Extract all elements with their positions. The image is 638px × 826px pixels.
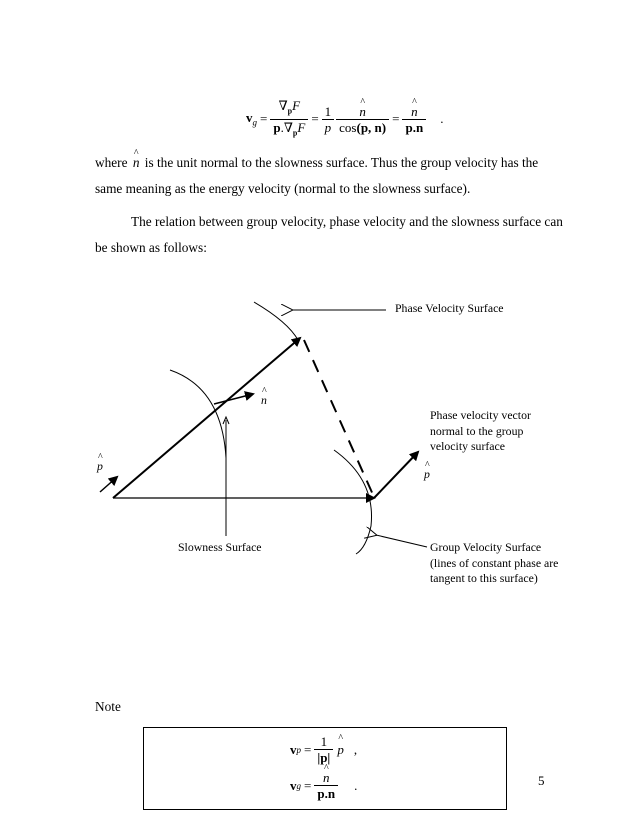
group-velocity-surface-curve: [334, 450, 372, 554]
label-phase-velocity-surface: Phase Velocity Surface: [395, 301, 504, 315]
label-phase-velocity-vector: Phase velocity vector normal to the group velocity surface: [430, 408, 531, 453]
eq-fraction-2: $\frac{1}{p}$: [322, 104, 335, 135]
phase-velocity-arrow: [113, 338, 300, 498]
label-group-velocity-surface: Group Velocity Surface (lines of constant phase are tangent to this surface): [430, 540, 559, 585]
note-eq-group-velocity: v g = ^ $\frac{n}{p.n}$ .: [290, 770, 357, 801]
note-eq2-fraction: ^ $\frac{n}{p.n}$: [314, 770, 338, 801]
label-slowness-surface: Slowness Surface: [178, 540, 262, 554]
group-velocity-equation: $v_g$ = $\frac{\nabla_pF}{p.\nabla_pF}$ = $\frac{1}{p}$ ^ $\frac{n}{\cos(p, n)}$ = ^ $\frac{n}{p.n}$ .: [246, 98, 443, 140]
eq-fraction-3: ^ $\frac{n}{\cos(p, n)}$: [336, 104, 389, 135]
eq-lhs: $v_g$: [246, 110, 257, 128]
phase-to-group-dashed-line: [304, 340, 374, 497]
eq-fraction-4: ^ $\frac{n}{p.n}$: [402, 104, 426, 135]
note-heading: Note: [95, 699, 121, 714]
note-eq-phase-velocity: v p = $\frac{1}{|p|}$ ^ p ,: [290, 734, 357, 765]
label-n-hat: ^ n: [261, 393, 267, 408]
label-p-hat-left: ^ p: [97, 459, 103, 474]
slowness-surface-curve: [170, 370, 226, 458]
note-eq1-fraction: $\frac{1}{|p|}$: [314, 734, 333, 765]
paragraph-where: where ^ n is the unit normal to the slowness surface. Thus the group velocity has the same meaning as the energy velocity (normal to the slowness surface).: [95, 150, 565, 202]
paragraph-relation: The relation between group velocity, phase velocity and the slowness surface can be shown as follows:: [95, 214, 563, 255]
eq-fraction-1: $\frac{\nabla_pF}{p.\nabla_pF}$: [270, 98, 308, 140]
note-box: [143, 727, 507, 810]
p-hat-left-arrow: [100, 477, 117, 492]
page-number: 5: [538, 773, 545, 788]
p-hat-right-arrow: [374, 452, 418, 498]
group-surface-leader: [376, 535, 427, 547]
label-p-hat-right: ^ p: [424, 467, 430, 482]
phase-velocity-surface-curve: [254, 302, 298, 340]
